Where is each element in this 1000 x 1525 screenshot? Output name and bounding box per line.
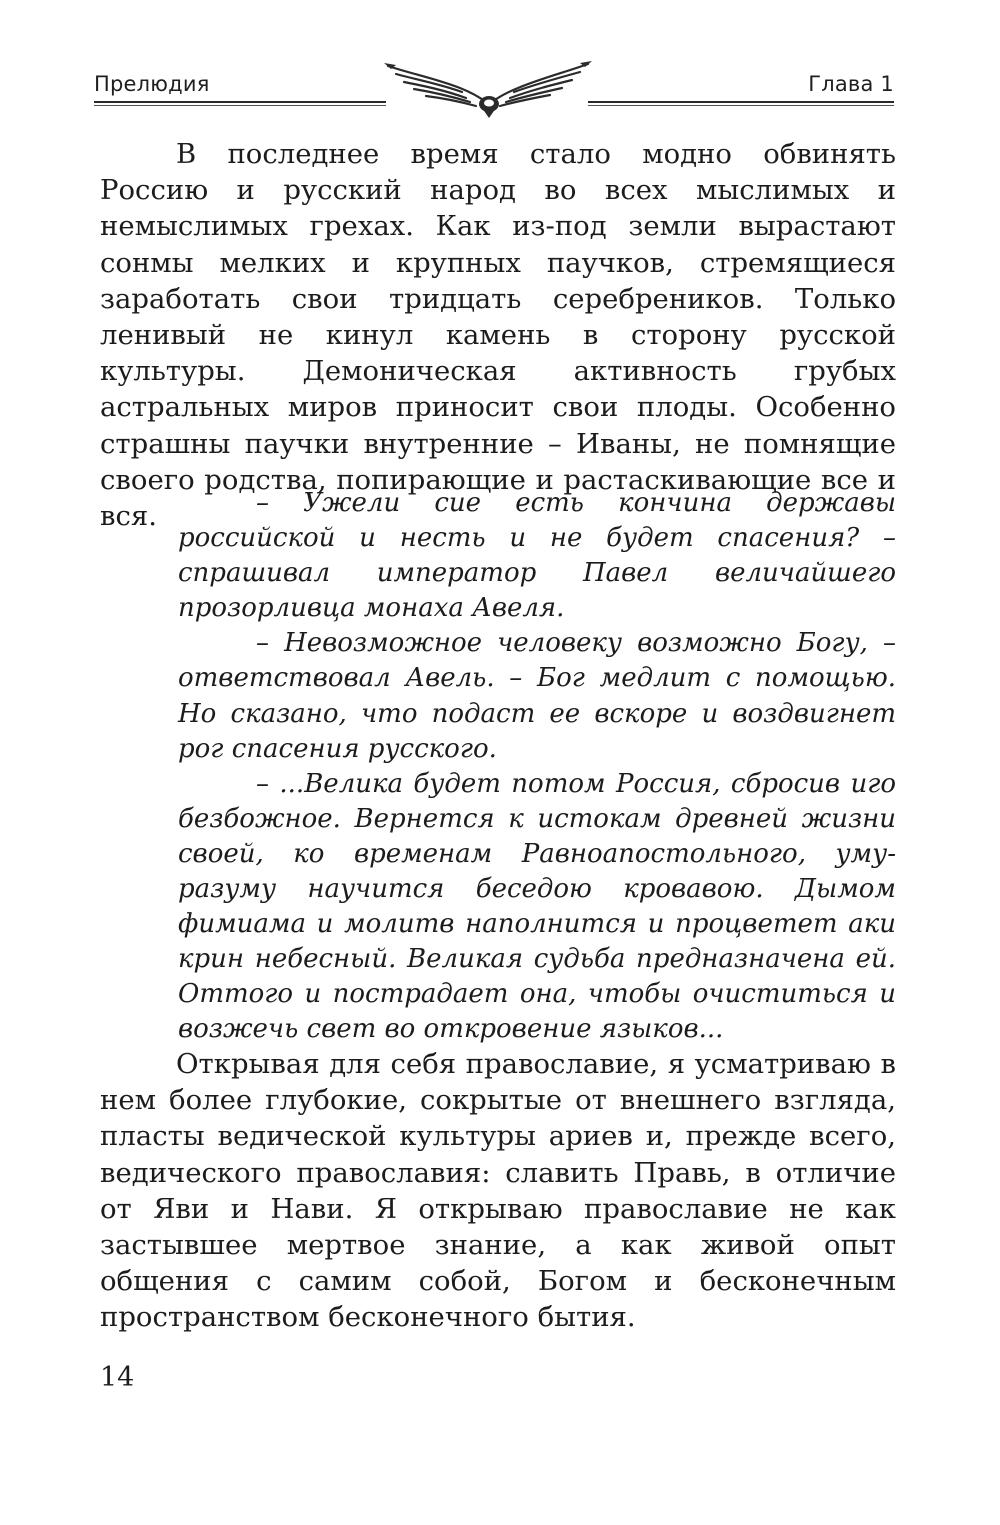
paragraph: Открывая для себя православие, я усматриваю в нем более глубокие, сокрытые от внешнего взгляда, пласты ведической культуры ариев и, прежде всего, ведического православия: славить Правь, в отличие от Яви и Нави. Я открываю православие не как застывшее мертвое знание, а как живой опыт общения с самим собой, Богом и бесконечным пространством бесконечного бытия.: [100, 1048, 896, 1334]
winged-emblem-icon: [382, 58, 594, 118]
header-left: [94, 72, 386, 106]
paragraph: В последнее время стало модно обвинять Россию и русский народ во всех мыслимых и немыслимых грехах. Как из-под земли вырастают сонмы мелких и крупных паучков, стремящиеся заработать свои тридцать серебреников. Только ленивый не кинул камень в сторону русской культуры. Демоническая активность грубых астральных миров приносит свои плоды. Особенно страшны паучки внутренние – Иваны, не помнящие своего родства, попирающие и растаскивающие все и вся.: [100, 138, 896, 533]
running-header: [94, 58, 894, 132]
page-number: 14: [100, 1362, 135, 1393]
quote-paragraph-2: – Невозможное человеку возможно Богу, – ответствовал Авель. – Бог медлит с помощью. Но сказано, что подаст ее вскоре и воздвигнет рог спасения русского.: [178, 628, 896, 764]
quote-paragraph-1: – Ужели сие есть кончина державы российской и несть и не будет спасения? – спрашивал император Павел величайшего прозорливца монаха Авеля.: [178, 488, 896, 624]
main-text-block-1: [100, 136, 896, 534]
chapter-title: Глава 1: [808, 72, 894, 96]
header-rule-left: [94, 101, 386, 106]
quote-paragraph-3: – ...Велика будет потом Россия, сбросив иго безбожное. Вернется к истокам древней жизни своей, ко временам Равноапостольного, уму-разуму научится беседою кровавою. Дымом фимиама и молитв наполнится и процветет аки крин небесный. Великая судьба предназначена ей. Оттого и пострадает она, чтобы очиститься и возжечь свет во откровение языков...: [178, 768, 896, 1045]
prophecy-quote: [178, 486, 896, 1048]
main-text-block-2: [100, 1046, 896, 1336]
header-rule-right: [588, 101, 894, 106]
header-right: [588, 72, 894, 106]
section-title: Прелюдия: [94, 72, 210, 96]
